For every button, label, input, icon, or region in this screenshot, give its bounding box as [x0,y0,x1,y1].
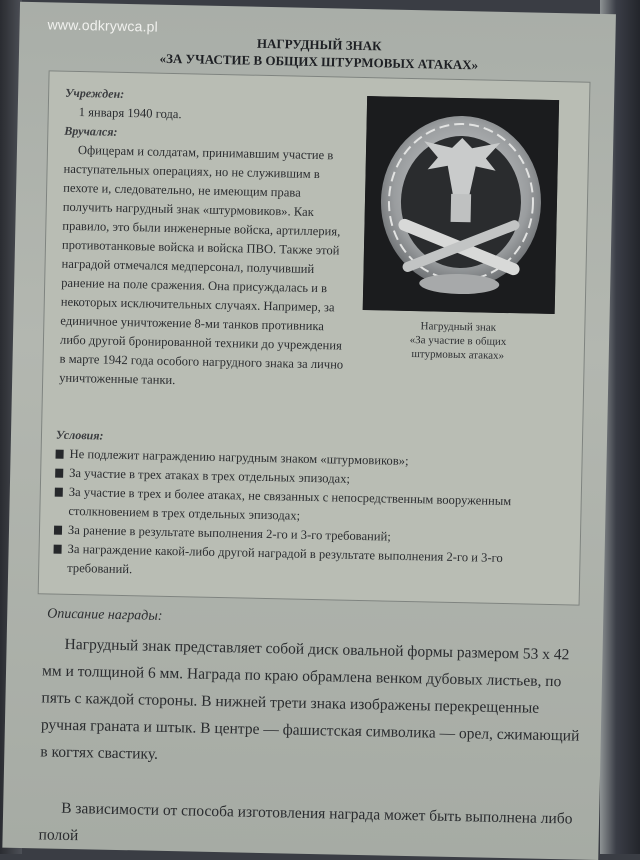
bullet-icon [55,469,63,478]
info-box [38,70,591,605]
info-text-column [64,84,345,147]
page-title [59,31,580,76]
established-value: 1 января 1940 года. [78,105,182,122]
bullet-icon [55,488,63,497]
condition-item: За ранение в результате выполнения 2-го и 3-го требований; [54,521,570,551]
caption-line-2: «За участие в общих [409,333,507,349]
condition-item: Не подлежит награждению нагрудным знаком «штурмовиков»; [55,445,571,475]
eagle-badge-image [363,96,559,314]
book-page [2,2,616,860]
condition-item: За участие в трех атаках в трех отдельных эпизодах; [55,464,571,494]
watermark: www.odkrywca.pl [47,16,159,35]
condition-item: За участие в трех и более атаках, не связанных с непосредственным вооруженным столкновением в трех отдельных эпизодах; [54,483,571,532]
condition-item: За награждение какой-либо другой наградой в результате выполнения 2-го и 3-го требований. [53,540,570,589]
description-title: Описание награды: [47,606,163,624]
awarded-label: Вручался: [64,123,118,139]
bullet-icon [54,526,62,535]
bullet-icon [54,545,62,554]
bullet-icon [56,450,64,459]
badge-photo [363,96,559,314]
title-line-1: НАГРУДНЫЙ ЗНАК [256,35,382,54]
title-line-2: «ЗА УЧАСТИЕ В ОБЩИХ ШТУРМОВЫХ АТАКАХ» [159,50,479,73]
photo-caption [362,318,555,364]
conditions-label: Условия: [55,427,104,443]
established-label: Учрежден: [65,85,125,101]
awarded-text: Офицерам и солдатам, принимавшим участие в наступательных операциях, но не служившим в пехоте и, следовательно, не имеющим права получить нагрудный знак «штурмовиков». Как правило, это были инженерные войска, артиллерия, противотанковые войска и войска ПВО. Также этой наградой отмечался медперсонал, получивший ранение на поле сражения. Она присуждалась и в некоторых исключительных случаях. Например, за единичное уничтожение 8-ми танков противника либо другой бронированной техники до учреждения в марте 1942 года особого нагрудного знака за лично уничтоженные танки. [59,143,344,388]
conditions-block [53,388,573,589]
caption-line-3: штурмовых атаках» [411,348,505,362]
conditions-list [53,445,572,589]
description-paragraph-2: В зависимости от способа изготовления награда может быть выполнена либо полой [38,799,573,845]
caption-line-1: Нагрудный знак [420,320,497,334]
description-paragraph-1: Нагрудный знак представляет собой диск овальной формы размером 53 х 42 мм и толщиной 6 мм. Награда по краю обрамлена венком дубовых листьев, по пять с каждой стороны. В нижней трети знака изображены перекрещенные ручная граната и штык. В центре — фашистская символика — орел, сжимающий в когтях свастику. [40,635,580,763]
